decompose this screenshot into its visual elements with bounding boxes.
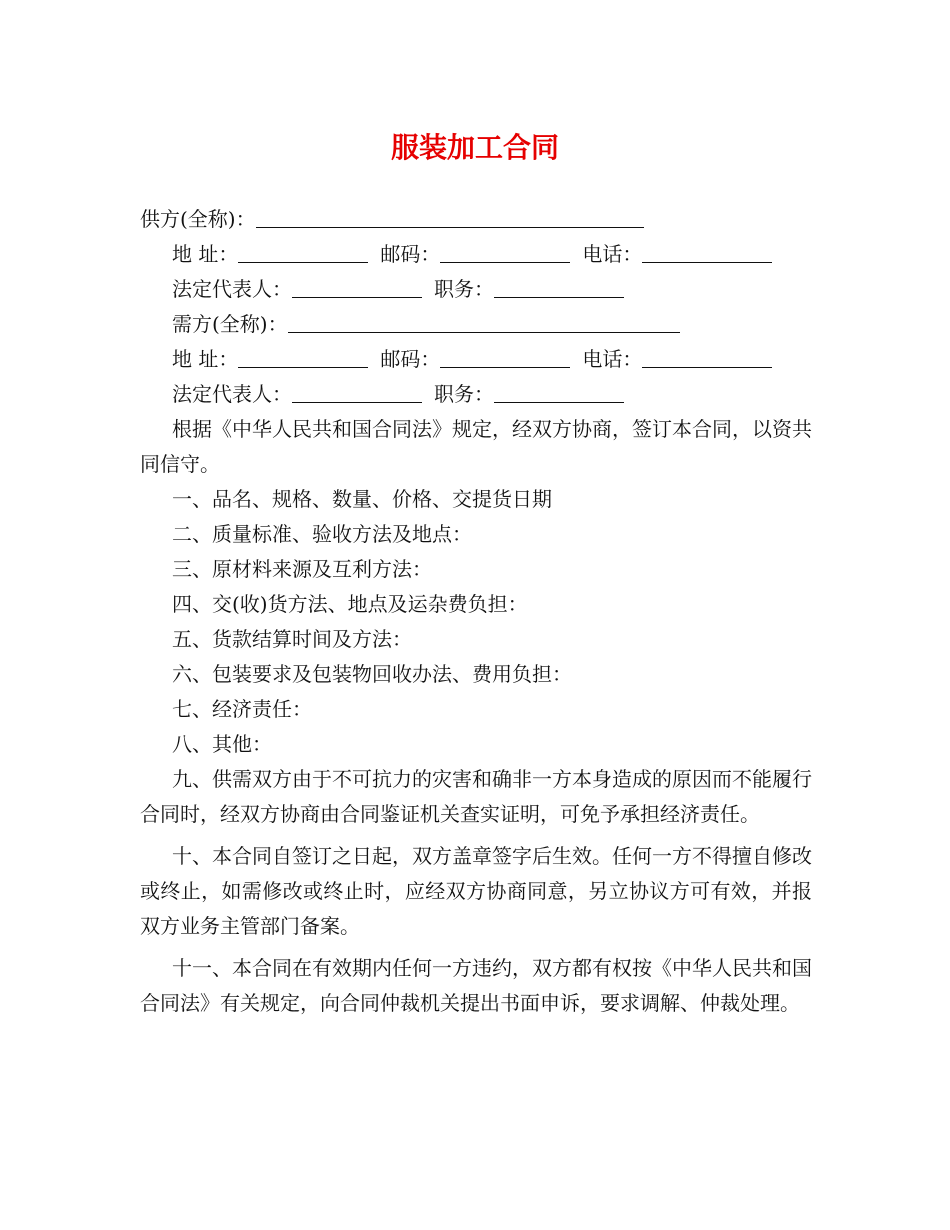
buyer-phone-blank[interactable] xyxy=(642,343,772,368)
supplier-name-line xyxy=(140,202,812,237)
supplier-postcode-blank[interactable] xyxy=(440,238,570,263)
buyer-postcode-blank[interactable] xyxy=(440,343,570,368)
buyer-name-line xyxy=(140,307,812,342)
buyer-position-blank[interactable] xyxy=(494,378,624,403)
buyer-contact-line xyxy=(140,342,812,377)
buyer-rep-line xyxy=(140,377,812,412)
supplier-name-label: 供方(全称)： xyxy=(140,207,256,231)
supplier-rep-label: 法定代表人： xyxy=(172,277,292,301)
clause-paragraph: 十一、本合同在有效期内任何一方违约，双方都有权按《中华人民共和国合同法》有关规定，向合同仲裁机关提出书面申诉，要求调解、仲裁处理。 xyxy=(140,956,812,1015)
item-list xyxy=(140,482,812,762)
list-item: 五、货款结算时间及方法： xyxy=(172,627,412,651)
supplier-rep-blank[interactable] xyxy=(292,273,422,298)
list-item: 四、交(收)货方法、地点及运杂费负担： xyxy=(172,592,528,616)
list-item: 六、包装要求及包装物回收办法、费用负担： xyxy=(172,662,572,686)
supplier-postcode-label: 邮码： xyxy=(380,242,441,266)
supplier-address-blank[interactable] xyxy=(238,238,368,263)
buyer-name-label: 需方(全称)： xyxy=(172,312,288,336)
clause-paragraph: 九、供需双方由于不可抗力的灾害和确非一方本身造成的原因而不能履行合同时，经双方协商由合同鉴证机关查实证明，可免予承担经济责任。 xyxy=(140,767,812,826)
buyer-rep-blank[interactable] xyxy=(292,378,422,403)
supplier-phone-label: 电话： xyxy=(582,242,643,266)
supplier-position-blank[interactable] xyxy=(494,273,624,298)
supplier-phone-blank[interactable] xyxy=(642,238,772,263)
supplier-position-label: 职务： xyxy=(434,277,494,301)
clause-paragraph: 十、本合同自签订之日起，双方盖章签字后生效。任何一方不得擅自修改或终止，如需修改或终止时，应经双方协商同意，另立协议方可有效，并报双方业务主管部门备案。 xyxy=(140,844,812,938)
intro-paragraph: 根据《中华人民共和国合同法》规定，经双方协商，签订本合同，以资共同信守。 xyxy=(140,417,812,476)
buyer-phone-label: 电话： xyxy=(582,347,643,371)
list-item: 八、其他： xyxy=(172,732,272,756)
buyer-name-blank[interactable] xyxy=(288,308,680,333)
supplier-address-label: 地 址： xyxy=(172,242,239,266)
list-item: 三、原材料来源及互利方法： xyxy=(172,557,432,581)
buyer-address-label: 地 址： xyxy=(172,347,239,371)
contract-body xyxy=(140,202,812,1021)
buyer-address-blank[interactable] xyxy=(238,343,368,368)
buyer-postcode-label: 邮码： xyxy=(380,347,441,371)
list-item: 七、经济责任： xyxy=(172,697,312,721)
supplier-name-blank[interactable] xyxy=(256,203,644,228)
supplier-rep-line xyxy=(140,272,812,307)
list-item: 二、质量标准、验收方法及地点： xyxy=(172,522,472,546)
buyer-position-label: 职务： xyxy=(434,382,494,406)
document-title: 服装加工合同 xyxy=(390,131,559,164)
list-item: 一、品名、规格、数量、价格、交提货日期 xyxy=(172,487,552,511)
supplier-contact-line xyxy=(140,237,812,272)
buyer-rep-label: 法定代表人： xyxy=(172,382,292,406)
